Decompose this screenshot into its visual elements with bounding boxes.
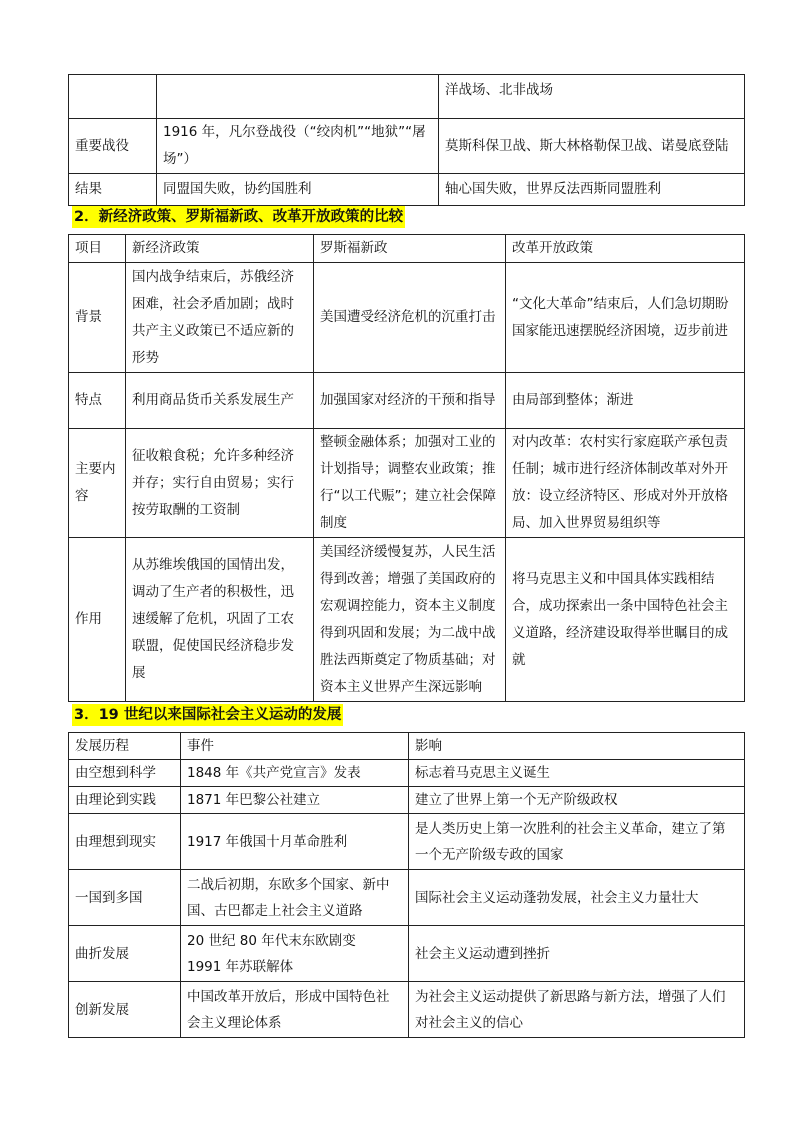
table-cell: 由空想到科学 (69, 760, 181, 787)
table-cell: 加强国家对经济的干预和指导 (314, 373, 506, 429)
table-cell: 重要战役 (69, 119, 157, 174)
table-cell: 整顿金融体系；加强对工业的计划指导；调整农业政策；推行“以工代赈”；建立社会保障制度 (314, 429, 506, 538)
section-heading: 2．新经济政策、罗斯福新政、改革开放政策的比较 (72, 206, 405, 228)
column-header: 影响 (409, 733, 745, 760)
table-cell: 为社会主义运动提供了新思路与新方法，增强了人们对社会主义的信心 (409, 982, 745, 1038)
table-row (69, 814, 745, 870)
table-cell: 美国经济缓慢复苏，人民生活得到改善；增强了美国政府的宏观调控能力，资本主义制度得到巩固和发展；为二战中战胜法西斯奠定了物质基础；对资本主义世界产生深远影响 (314, 538, 506, 702)
table-cell: 1871 年巴黎公社建立 (181, 787, 409, 814)
section-heading: 3．19 世纪以来国际社会主义运动的发展 (72, 704, 343, 726)
table-header-row (69, 235, 745, 263)
table-row (69, 870, 745, 926)
table-cell: 对内改革：农村实行家庭联产承包责任制；城市进行经济体制改革对外开放：设立经济特区、形成对外开放格局、加入世界贸易组织等 (506, 429, 745, 538)
table-header-row (69, 733, 745, 760)
table-cell: 国内战争结束后，苏俄经济困难，社会矛盾加剧；战时共产主义政策已不适应新的形势 (126, 263, 314, 373)
row-label: 主要内容 (69, 429, 126, 538)
column-header: 事件 (181, 733, 409, 760)
table-cell (181, 926, 409, 982)
row-label: 背景 (69, 263, 126, 373)
table-cell: 由局部到整体；渐进 (506, 373, 745, 429)
table-cell: 1917 年俄国十月革命胜利 (181, 814, 409, 870)
table-cell: 将马克思主义和中国具体实践相结合，成功探索出一条中国特色社会主义道路，经济建设取得举世瞩目的成就 (506, 538, 745, 702)
table-row (69, 119, 745, 174)
table-cell: 1916 年，凡尔登战役（“绞肉机”“地狱”“屠场”） (157, 119, 439, 174)
table-cell (69, 75, 157, 119)
table-cell: 一国到多国 (69, 870, 181, 926)
war-comparison-table (68, 74, 745, 206)
event-line: 20 世纪 80 年代末东欧剧变 (187, 932, 356, 949)
column-header: 罗斯福新政 (314, 235, 506, 263)
table-cell: 征收粮食税；允许多种经济并存；实行自由贸易；实行按劳取酬的工资制 (126, 429, 314, 538)
table-cell: 洋战场、北非战场 (439, 75, 745, 119)
table-row (69, 429, 745, 538)
table-cell: 曲折发展 (69, 926, 181, 982)
table-cell (157, 75, 439, 119)
table-row (69, 75, 745, 119)
table-row (69, 263, 745, 373)
table-cell: 轴心国失败，世界反法西斯同盟胜利 (439, 174, 745, 206)
column-header: 新经济政策 (126, 235, 314, 263)
table-cell: 是人类历史上第一次胜利的社会主义革命，建立了第一个无产阶级专政的国家 (409, 814, 745, 870)
row-label: 特点 (69, 373, 126, 429)
table-cell: 国际社会主义运动蓬勃发展，社会主义力量壮大 (409, 870, 745, 926)
table-cell: 从苏维埃俄国的国情出发，调动了生产者的积极性，迅速缓解了危机，巩固了工农联盟，促使国民经济稳步发展 (126, 538, 314, 702)
table-cell: 标志着马克思主义诞生 (409, 760, 745, 787)
table-row (69, 174, 745, 206)
table-cell: 由理想到现实 (69, 814, 181, 870)
column-header: 项目 (69, 235, 126, 263)
policy-comparison-table (68, 234, 745, 702)
table-row (69, 538, 745, 702)
row-label: 作用 (69, 538, 126, 702)
table-cell: 中国改革开放后，形成中国特色社会主义理论体系 (181, 982, 409, 1038)
table-row (69, 373, 745, 429)
table-cell: 创新发展 (69, 982, 181, 1038)
table-cell: 同盟国失败，协约国胜利 (157, 174, 439, 206)
table-row (69, 787, 745, 814)
table-row (69, 760, 745, 787)
table-cell: 二战后初期，东欧多个国家、新中国、古巴都走上社会主义道路 (181, 870, 409, 926)
table-cell: “文化大革命”结束后，人们急切期盼国家能迅速摆脱经济困境，迈步前进 (506, 263, 745, 373)
table-cell: 莫斯科保卫战、斯大林格勒保卫战、诺曼底登陆 (439, 119, 745, 174)
table-cell: 结果 (69, 174, 157, 206)
table-cell: 利用商品货币关系发展生产 (126, 373, 314, 429)
table-cell: 由理论到实践 (69, 787, 181, 814)
table-cell: 1848 年《共产党宣言》发表 (181, 760, 409, 787)
table-row (69, 926, 745, 982)
event-line: 1991 年苏联解体 (187, 958, 294, 975)
table-cell: 建立了世界上第一个无产阶级政权 (409, 787, 745, 814)
table-row (69, 982, 745, 1038)
column-header: 改革开放政策 (506, 235, 745, 263)
column-header: 发展历程 (69, 733, 181, 760)
table-cell: 社会主义运动遭到挫折 (409, 926, 745, 982)
socialism-development-table (68, 732, 745, 1038)
table-cell: 美国遭受经济危机的沉重打击 (314, 263, 506, 373)
